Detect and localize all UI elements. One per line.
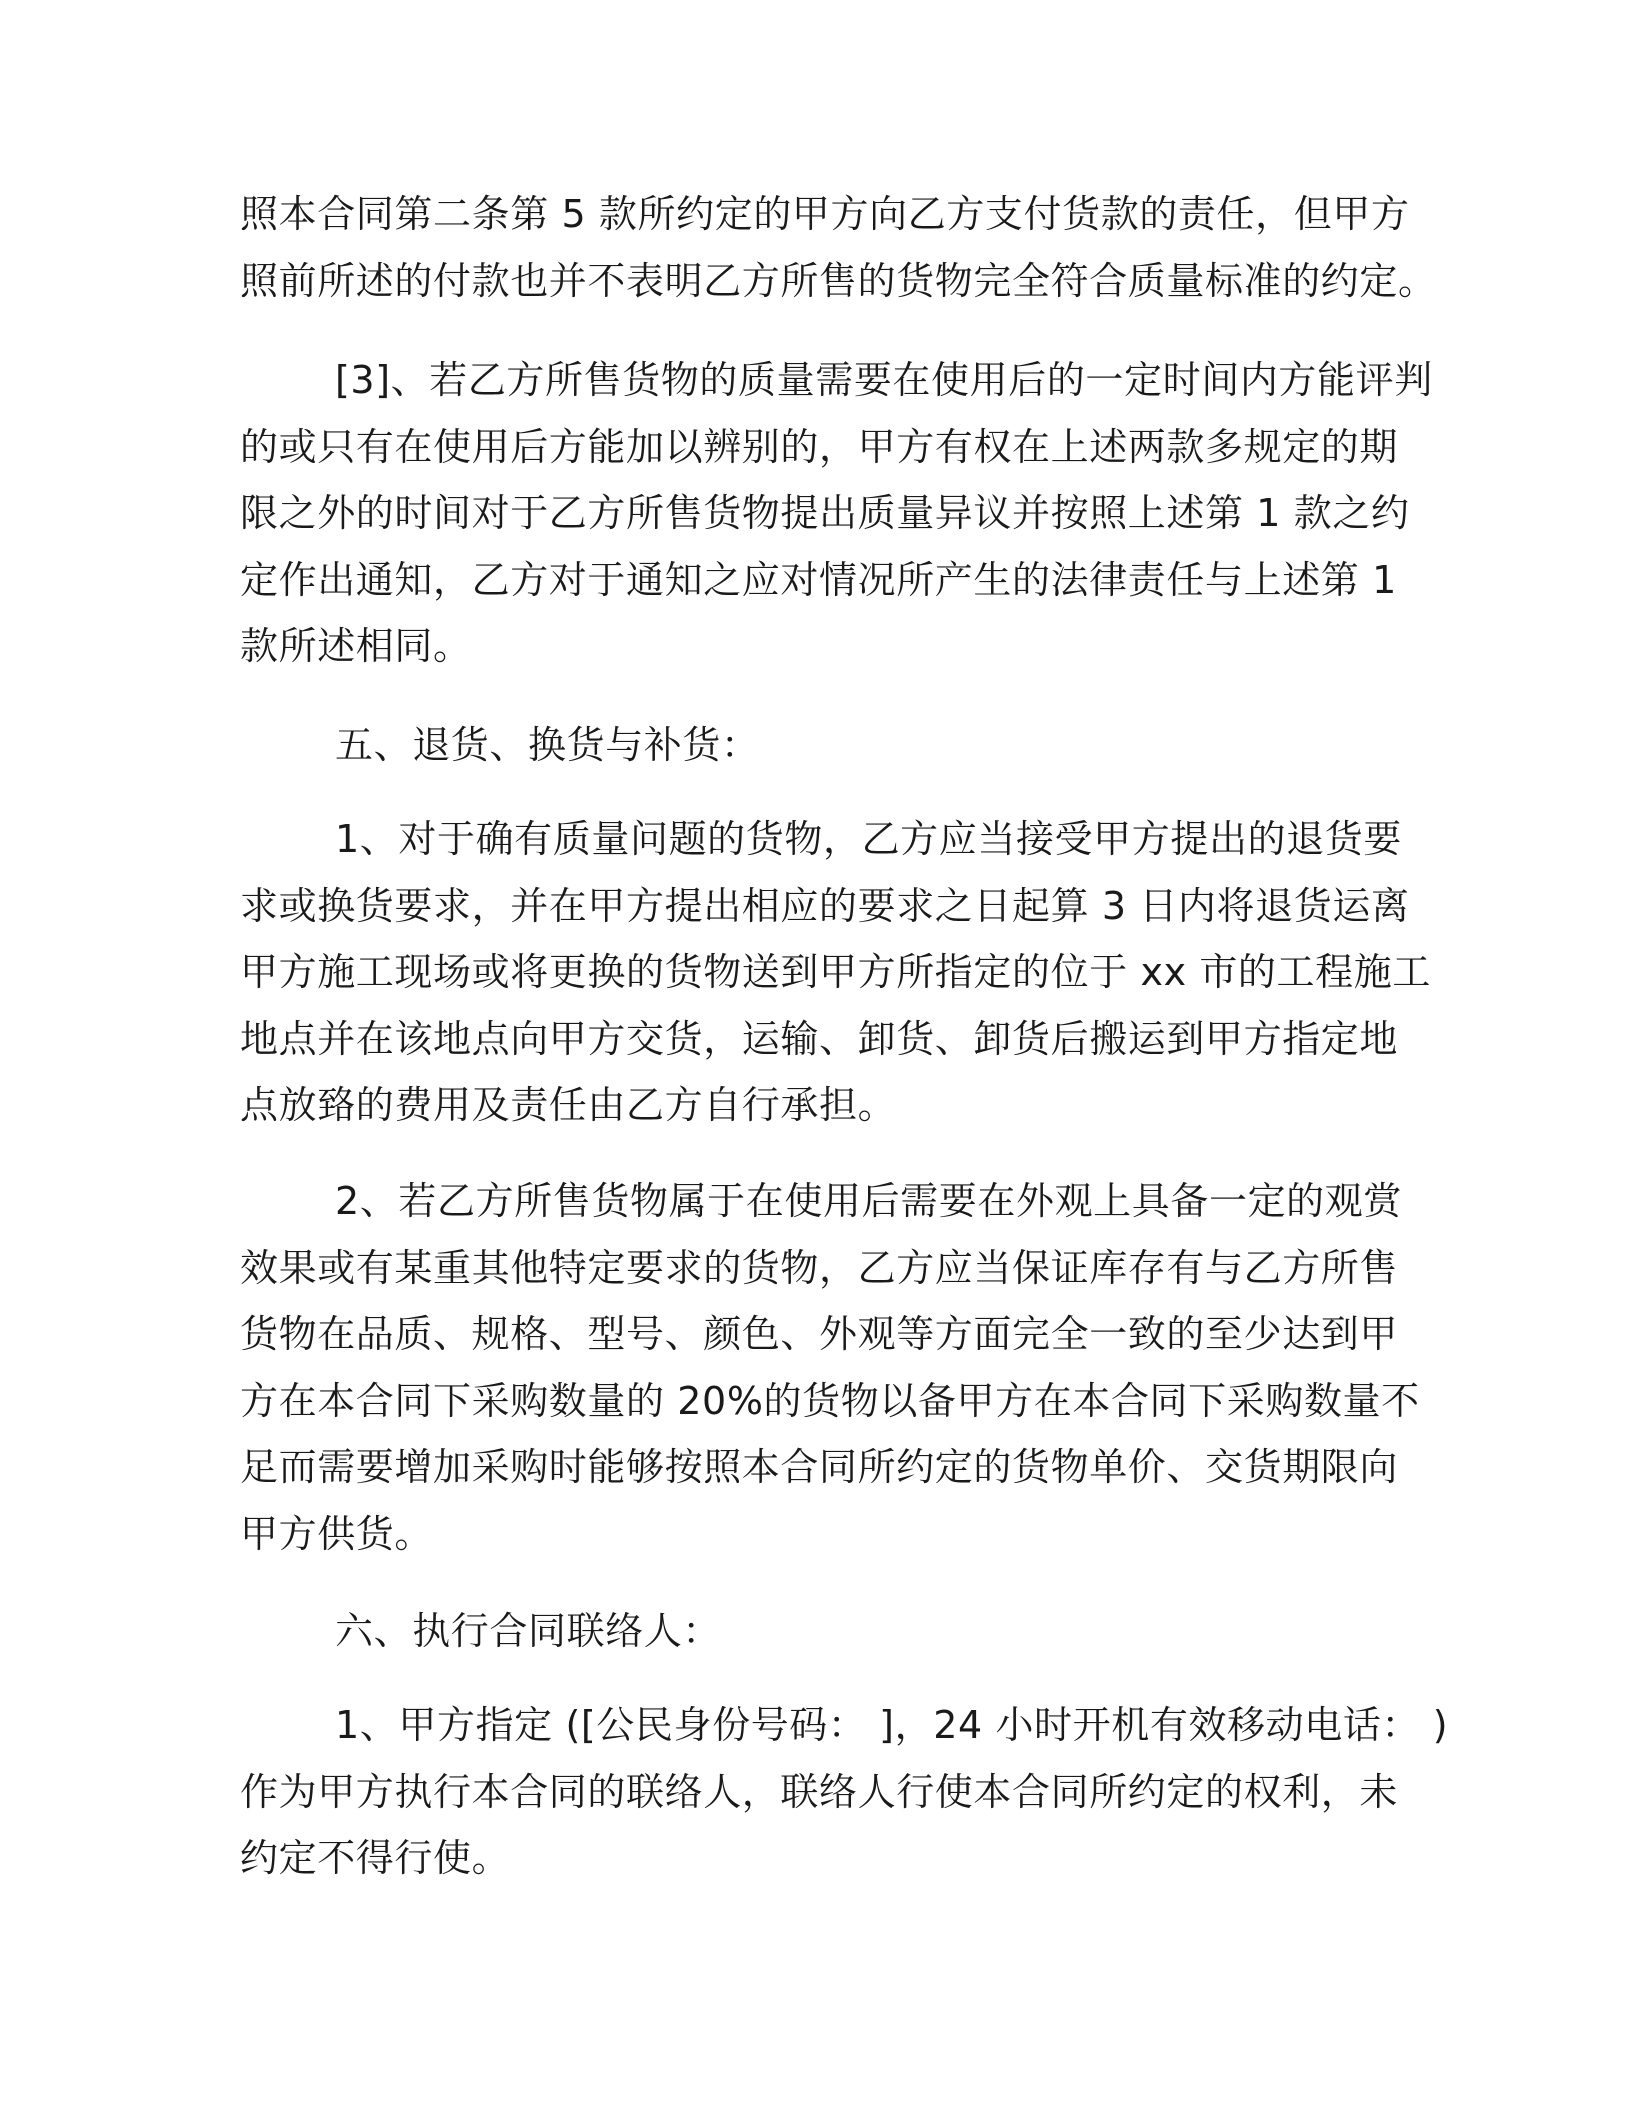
text-line: 2、若乙方所售货物属于在使用后需要在外观上具备一定的观赏 [335,1179,1402,1223]
text-line: 效果或有某重其他特定要求的货物，乙方应当保证库存有与乙方所售 [240,1245,1399,1290]
text-line: 照前所述的付款也并不表明乙方所售的货物完全符合质量标准的约定。 [240,258,1437,303]
text-line: 点放臵的费用及责任由乙方自行承担。 [240,1083,897,1127]
paragraph-inventory-supply [240,1168,1420,1567]
text-line: 的或只有在使用后方能加以辨别的，甲方有权在上述两款多规定的期 [240,424,1399,469]
text-line: 足而需要增加采购时能够按照本合同所约定的货物单价、交货期限向 [240,1445,1399,1489]
section-title: 五、退货、换货与补货： [335,723,760,767]
text-line: 定作出通知，乙方对于通知之应对情况所产生的法律责任与上述第 1 [240,557,1397,602]
section-heading-returns [240,712,1390,779]
text-line: 地点并在该地点向甲方交货，运输、卸货、卸货后搬运到甲方指定地 [240,1016,1399,1061]
text-line: [3]、若乙方所售货物的质量需要在使用后的一定时间内方能评判 [335,358,1433,402]
text-line: 甲方供货。 [240,1511,434,1556]
text-line: 1、对于确有质量问题的货物，乙方应当接受甲方提出的退货要 [335,817,1402,861]
paragraph-payment-continuation [240,181,1437,314]
text-line: 货物在品质、规格、型号、颜色、外观等方面完全一致的至少达到甲 [240,1312,1399,1356]
section-heading-contact [240,1598,1390,1665]
text-line: 甲方施工现场或将更换的货物送到甲方所指定的位于 xx 市的工程施工 [240,950,1431,994]
text-line: 限之外的时间对于乙方所售货物提出质量异议并按照上述第 1 款之约 [240,491,1410,535]
paragraph-return-exchange [240,806,1431,1139]
text-line: 款所述相同。 [240,624,472,668]
text-line: 1、甲方指定 ([公民身份号码： ]，24 小时开机有效移动电话： ) [335,1703,1449,1747]
text-line: 约定不得行使。 [240,1836,511,1880]
text-line: 照本合同第二条第 5 款所约定的甲方向乙方支付货款的责任，但甲方 [240,192,1410,236]
text-line: 求或换货要求，并在甲方提出相应的要求之日起算 3 日内将退货运离 [240,883,1410,928]
text-line: 作为甲方执行本合同的联络人，联络人行使本合同所约定的权利，未 [240,1769,1399,1814]
section-title: 六、执行合同联络人： [335,1609,722,1653]
paragraph-contact-person [240,1692,1449,1892]
text-line: 方在本合同下采购数量的 20%的货物以备甲方在本合同下采购数量不 [240,1378,1420,1423]
paragraph-quality-objection [240,347,1433,680]
